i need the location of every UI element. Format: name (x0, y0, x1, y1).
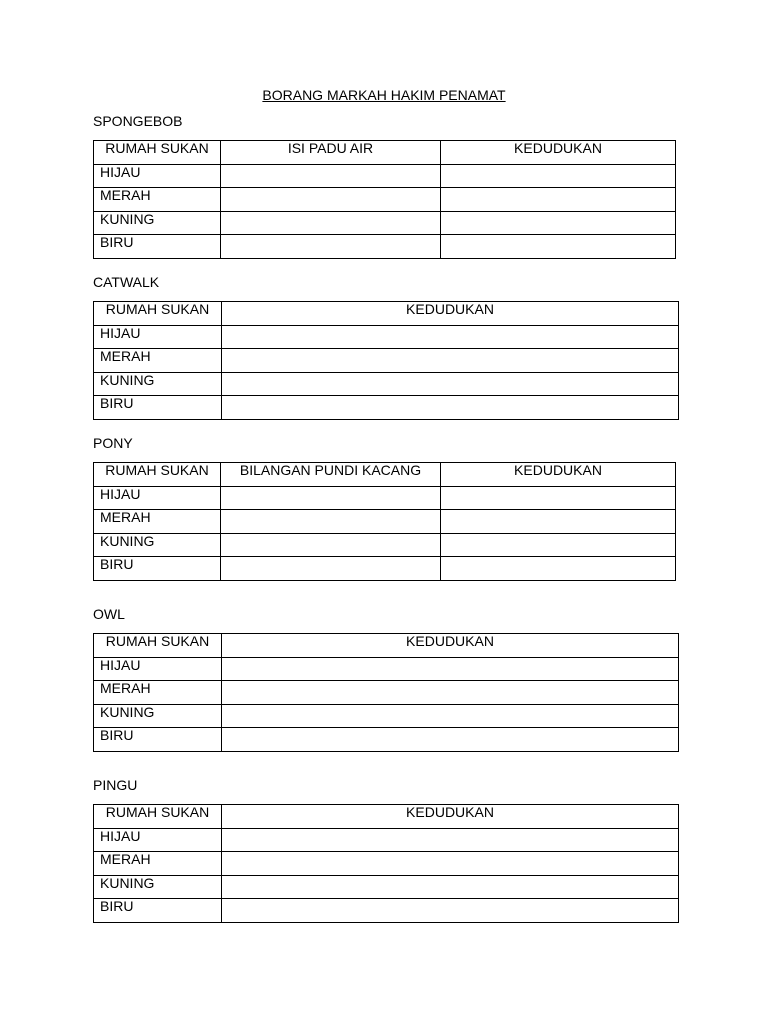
header-kedudukan: KEDUDUKAN (222, 302, 679, 326)
header-kedudukan: KEDUDUKAN (222, 805, 679, 829)
row-label: HIJAU (94, 657, 222, 681)
score-table (93, 804, 679, 923)
row-label: MERAH (94, 681, 222, 705)
section-catwalk (93, 274, 494, 412)
table-row (94, 396, 679, 420)
row-label: MERAH (94, 510, 221, 534)
table-header-row (94, 805, 679, 829)
row-label: MERAH (94, 349, 222, 373)
entry-cell[interactable] (221, 557, 441, 581)
table-row (94, 372, 679, 396)
table-row (94, 349, 679, 373)
row-label: BIRU (94, 899, 222, 923)
header-rumah-sukan: RUMAH SUKAN (94, 805, 222, 829)
header-kedudukan: KEDUDUKAN (441, 463, 676, 487)
entry-cell[interactable] (441, 533, 676, 557)
table-row (94, 533, 676, 557)
table-header-row (94, 141, 676, 165)
table-row (94, 188, 676, 212)
entry-cell[interactable] (221, 486, 441, 510)
row-label: KUNING (94, 704, 222, 728)
table-row (94, 828, 679, 852)
header-isi-padu-air: ISI PADU AIR (221, 141, 441, 165)
entry-cell[interactable] (221, 188, 441, 212)
row-label: BIRU (94, 235, 221, 259)
section-label: SPONGEBOB (93, 113, 183, 129)
row-label: HIJAU (94, 486, 221, 510)
entry-cell[interactable] (222, 704, 679, 728)
header-kedudukan: KEDUDUKAN (441, 141, 676, 165)
header-bilangan-pundi-kacang: BILANGAN PUNDI KACANG (221, 463, 441, 487)
score-table (93, 140, 676, 259)
entry-cell[interactable] (221, 533, 441, 557)
entry-cell[interactable] (222, 875, 679, 899)
entry-cell[interactable] (441, 486, 676, 510)
entry-cell[interactable] (441, 164, 676, 188)
header-kedudukan: KEDUDUKAN (222, 634, 679, 658)
row-label: HIJAU (94, 325, 222, 349)
entry-cell[interactable] (222, 728, 679, 752)
table-header-row (94, 463, 676, 487)
table-row (94, 557, 676, 581)
section-label: CATWALK (93, 274, 160, 290)
section-pony (93, 435, 602, 573)
entry-cell[interactable] (221, 510, 441, 534)
table-header-row (94, 634, 679, 658)
section-label: PINGU (93, 777, 138, 793)
table-row (94, 852, 679, 876)
entry-cell[interactable] (441, 557, 676, 581)
row-label: KUNING (94, 372, 222, 396)
entry-cell[interactable] (221, 235, 441, 259)
row-label: HIJAU (94, 828, 222, 852)
entry-cell[interactable] (221, 211, 441, 235)
table-row (94, 728, 679, 752)
entry-cell[interactable] (222, 681, 679, 705)
section-owl (93, 606, 494, 744)
row-label: BIRU (94, 557, 221, 581)
entry-cell[interactable] (221, 164, 441, 188)
entry-cell[interactable] (222, 657, 679, 681)
entry-cell[interactable] (222, 899, 679, 923)
table-row (94, 486, 676, 510)
entry-cell[interactable] (441, 211, 676, 235)
row-label: KUNING (94, 533, 221, 557)
table-row (94, 211, 676, 235)
table-header-row (94, 302, 679, 326)
row-label: KUNING (94, 211, 221, 235)
section-label: PONY (93, 435, 133, 451)
header-rumah-sukan: RUMAH SUKAN (94, 141, 221, 165)
section-spongebob (93, 113, 602, 251)
entry-cell[interactable] (222, 325, 679, 349)
entry-cell[interactable] (222, 372, 679, 396)
header-rumah-sukan: RUMAH SUKAN (94, 463, 221, 487)
entry-cell[interactable] (222, 396, 679, 420)
table-row (94, 704, 679, 728)
entry-cell[interactable] (441, 188, 676, 212)
entry-cell[interactable] (222, 828, 679, 852)
row-label: KUNING (94, 875, 222, 899)
page-title: BORANG MARKAH HAKIM PENAMAT (262, 87, 506, 103)
table-row (94, 875, 679, 899)
table-row (94, 325, 679, 349)
table-row (94, 657, 679, 681)
header-rumah-sukan: RUMAH SUKAN (94, 634, 222, 658)
section-pingu (93, 777, 494, 915)
table-row (94, 510, 676, 534)
section-label: OWL (93, 606, 125, 622)
table-row (94, 681, 679, 705)
entry-cell[interactable] (222, 852, 679, 876)
entry-cell[interactable] (222, 349, 679, 373)
score-table (93, 301, 679, 420)
entry-cell[interactable] (441, 510, 676, 534)
row-label: MERAH (94, 852, 222, 876)
score-table (93, 633, 679, 752)
row-label: MERAH (94, 188, 221, 212)
row-label: BIRU (94, 728, 222, 752)
score-table (93, 462, 676, 581)
header-rumah-sukan: RUMAH SUKAN (94, 302, 222, 326)
row-label: HIJAU (94, 164, 221, 188)
entry-cell[interactable] (441, 235, 676, 259)
table-row (94, 235, 676, 259)
table-row (94, 899, 679, 923)
table-row (94, 164, 676, 188)
row-label: BIRU (94, 396, 222, 420)
